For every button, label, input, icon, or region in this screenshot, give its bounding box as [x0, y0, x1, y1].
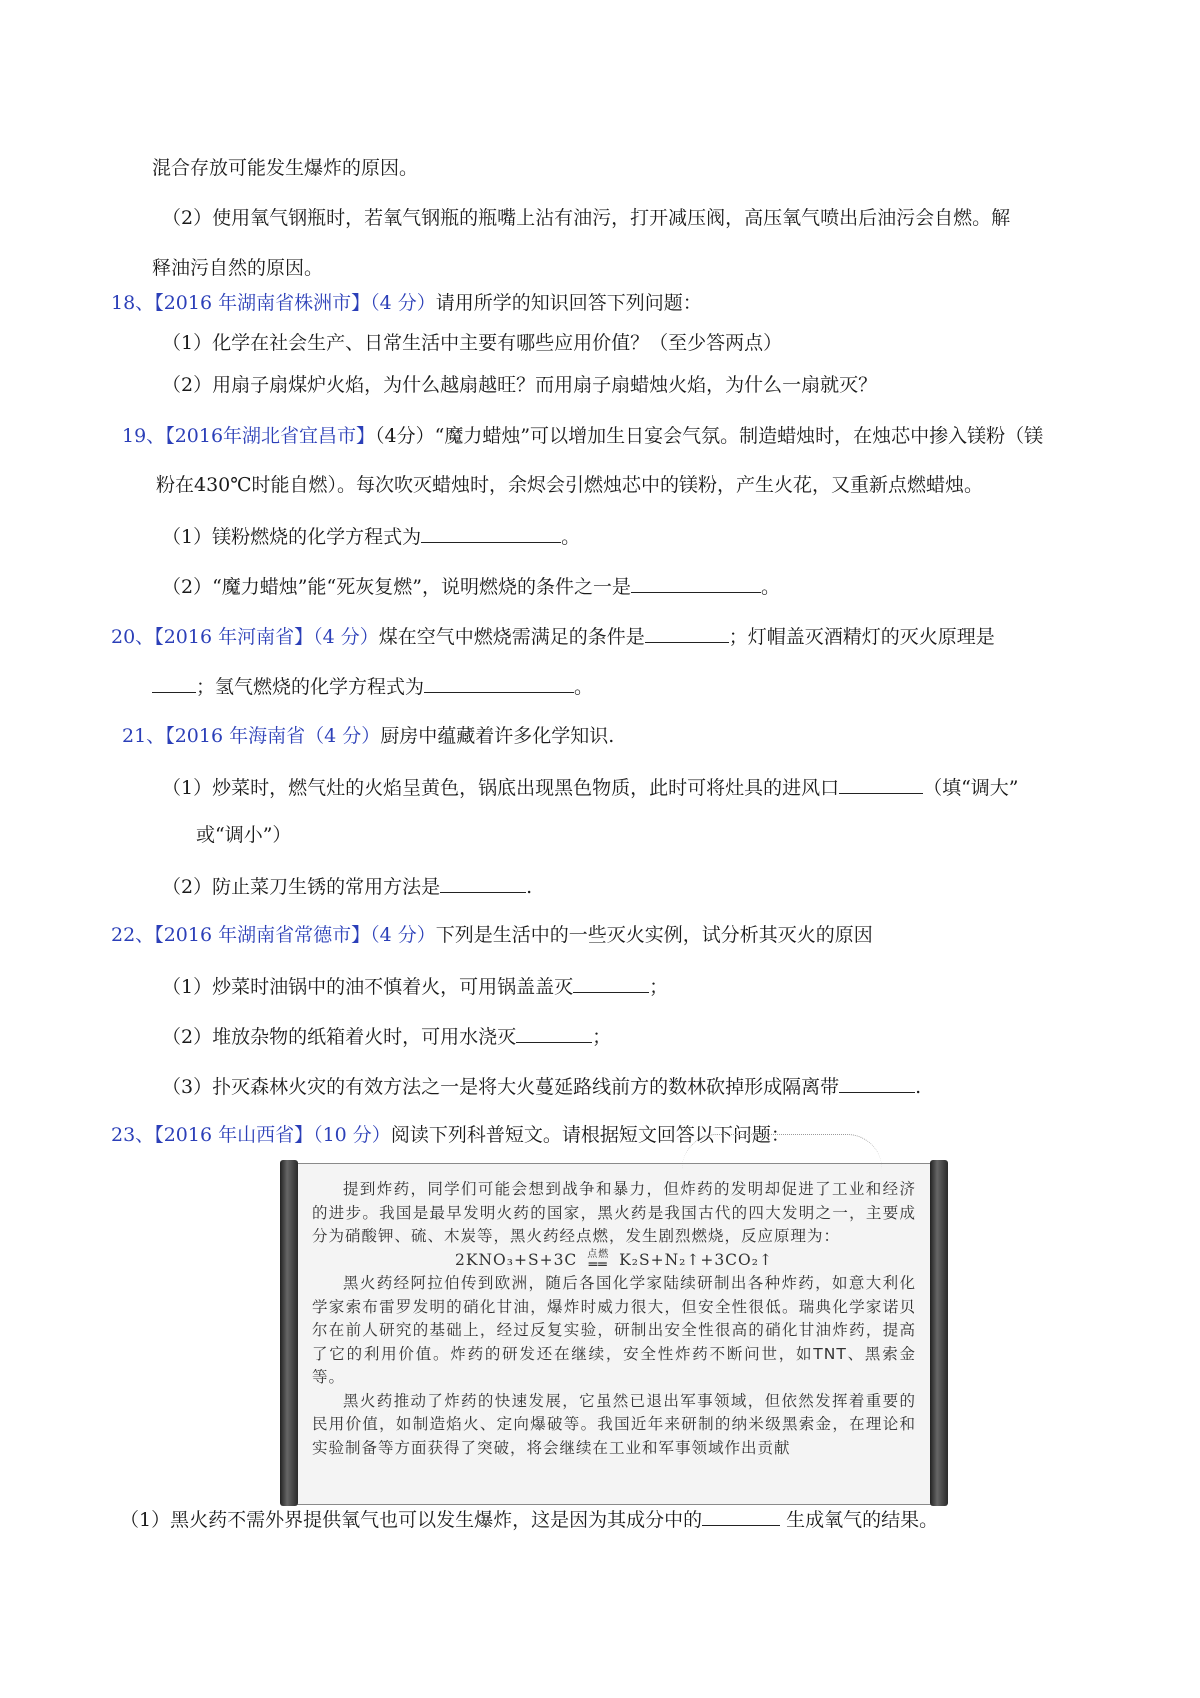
question-22-sub-1-end: ； [649, 976, 669, 998]
answer-blank[interactable] [645, 622, 729, 643]
answer-blank[interactable] [573, 972, 649, 993]
question-23-sub-1-end: 生成氧气的结果。 [780, 1509, 939, 1531]
question-23-stem [111, 1122, 790, 1148]
question-23-number: 23、 [111, 1124, 155, 1146]
question-23-source: 【2016 年山西省】（10 分） [154, 1124, 391, 1146]
question-22-sub-1-text: （1）炒菜时油锅中的油不慎着火，可用锅盖盖灭 [162, 976, 574, 998]
scroll-decoration [682, 1134, 882, 1169]
question-22-sub-3-text: （3）扑灭森林火灾的有效方法之一是将大火蔓延路线前方的数林砍掉形成隔离带 [162, 1076, 840, 1098]
answer-blank[interactable] [152, 672, 196, 693]
question-21-sub-1 [162, 773, 1019, 801]
question-19-stem [122, 423, 1043, 449]
question-21-sub-1-cont: 或“调小”） [196, 824, 292, 846]
equation-arrow [587, 1250, 609, 1272]
question-19-source: 【2016年湖北省宜昌市】 [165, 425, 376, 447]
question-22-source: 【2016 年湖南省常德市】（4 分） [154, 924, 436, 946]
passage-text [312, 1178, 916, 1460]
question-21-sub-1-end: （填“调大” [923, 777, 1019, 799]
question-20-text-a: 煤在空气中燃烧需满足的条件是 [378, 626, 645, 648]
intro-line-3: 释油污自然的原因。 [152, 257, 324, 279]
question-20-number: 20、 [111, 626, 155, 648]
question-19-sub-2 [162, 572, 780, 600]
intro-line-1: 混合存放可能发生爆炸的原因。 [152, 157, 419, 179]
question-23-sub-1 [120, 1505, 938, 1533]
question-21-sub-2-end: . [526, 876, 533, 898]
question-19-number: 19、 [122, 425, 166, 447]
question-22-stem [111, 922, 873, 948]
passage-scroll-image [285, 1163, 943, 1505]
equation-reactants: 2KNO₃+S+3C [455, 1250, 578, 1269]
question-19-sub-2-end: 。 [760, 576, 780, 598]
equation-products: K₂S+N₂↑+3CO₂↑ [619, 1250, 773, 1269]
question-21-source: 【2016 年海南省（4 分） [165, 725, 381, 747]
question-18-number: 18、 [111, 292, 155, 314]
question-21-stem [122, 723, 614, 749]
question-20-text-b: ；灯帽盖灭酒精灯的灭火原理是 [728, 626, 995, 648]
reaction-equation [312, 1249, 916, 1273]
question-22-number: 22、 [111, 924, 155, 946]
question-18-source: 【2016 年湖南省株洲市】（4 分） [154, 292, 436, 314]
passage-paragraph-2: 黑火药经阿拉伯传到欧洲，随后各国化学家陆续研制出各种炸药，如意大利化学家索布雷罗发明的硝化甘油，爆炸时威力很大，但安全性很低。瑞典化学家诺贝尔在前人研究的基础上，经过反复实验，研制出安全性很高的硝化甘油炸药，提高了它的利用价值。炸药的研发还在继续，安全性炸药不断问世，如TNT、黑索金等。 [312, 1274, 916, 1386]
question-18-sub-1: （1）化学在社会生产、日常生活中主要有哪些应用价值？（至少答两点） [162, 332, 783, 354]
question-22-sub-2-text: （2）堆放杂物的纸箱着火时，可用水浇灭 [162, 1026, 517, 1048]
question-22-sub-3-end: . [915, 1076, 922, 1098]
question-20-text-d: 。 [574, 676, 594, 698]
question-19-sub-2-text: （2）“魔力蜡烛”能“死灰复燃”，说明燃烧的条件之一是 [162, 576, 631, 598]
question-20-line-2 [152, 672, 593, 700]
question-21-sub-1-text: （1）炒菜时，燃气灶的火焰呈黄色，锅底出现黑色物质，此时可将灶具的进风口 [162, 777, 840, 799]
scroll-roller-right [930, 1160, 948, 1506]
question-20-stem [111, 622, 995, 650]
question-22-sub-1 [162, 972, 668, 1000]
answer-blank[interactable] [421, 522, 561, 543]
question-21-sub-2 [162, 872, 532, 900]
answer-blank[interactable] [839, 773, 923, 794]
answer-blank[interactable] [702, 1505, 780, 1526]
question-22-sub-3 [162, 1072, 921, 1100]
question-21-sub-2-text: （2）防止菜刀生锈的常用方法是 [162, 876, 441, 898]
intro-line-2: （2）使用氧气钢瓶时，若氧气钢瓶的瓶嘴上沾有油污，打开减压阀，高压氧气喷出后油污会自燃。解 [162, 207, 1011, 229]
question-20-source: 【2016 年河南省】（4 分） [154, 626, 379, 648]
passage-paragraph-3: 黑火药推动了炸药的快速发展，它虽然已退出军事领域，但依然发挥着重要的民用价值，如制造焰火、定向爆破等。我国近年来研制的纳米级黑索金，在理论和实验制备等方面获得了突破，将会继续在工业和军事领域作出贡献 [312, 1391, 916, 1457]
question-19-text-2: 粉在430℃时能自燃）。每次吹灭蜡烛时，余烬会引燃烛芯中的镁粉，产生火花，又重新点燃蜡烛。 [156, 474, 984, 496]
question-18-text: 请用所学的知识回答下列问题： [435, 292, 702, 314]
answer-blank[interactable] [516, 1022, 592, 1043]
question-21-number: 21、 [122, 725, 166, 747]
question-22-sub-2 [162, 1022, 611, 1050]
answer-blank[interactable] [631, 572, 761, 593]
question-18-sub-2: （2）用扇子扇煤炉火焰，为什么越扇越旺？而用扇子扇蜡烛火焰，为什么一扇就灭？ [162, 374, 878, 396]
question-19-sub-1 [162, 522, 580, 550]
question-19-text: （4分）“魔力蜡烛”可以增加生日宴会气氛。制造蜡烛时，在烛芯中掺入镁粉（镁 [375, 425, 1044, 447]
question-19-sub-1-end: 。 [561, 526, 581, 548]
question-20-text-c: ；氢气燃烧的化学方程式为 [196, 676, 425, 698]
question-22-text: 下列是生活中的一些灭火实例，试分析其灭火的原因 [435, 924, 873, 946]
passage-paragraph-1: 提到炸药，同学们可能会想到战争和暴力，但炸药的发明却促进了工业和经济的进步。我国是最早发明火药的国家，黑火药是我国古代的四大发明之一，主要成分为硝酸钾、硫、木炭等，黑火药经点燃，发生剧烈燃烧，反应原理为： [312, 1180, 916, 1245]
question-21-text: 厨房中蕴藏着许多化学知识. [380, 725, 615, 747]
answer-blank[interactable] [424, 672, 574, 693]
question-23-sub-1-text: （1）黑火药不需外界提供氧气也可以发生爆炸，这是因为其成分中的 [120, 1509, 703, 1531]
scroll-roller-left [280, 1160, 298, 1506]
equation-condition: 点燃 [587, 1248, 610, 1260]
arrow-glyph: ══ [588, 1256, 608, 1273]
question-18-stem [111, 290, 702, 316]
answer-blank[interactable] [839, 1072, 915, 1093]
question-22-sub-2-end: ； [592, 1026, 612, 1048]
question-23-text: 阅读下列科普短文。请根据短文回答以下问题： [390, 1124, 790, 1146]
answer-blank[interactable] [440, 872, 526, 893]
question-19-sub-1-text: （1）镁粉燃烧的化学方程式为 [162, 526, 422, 548]
